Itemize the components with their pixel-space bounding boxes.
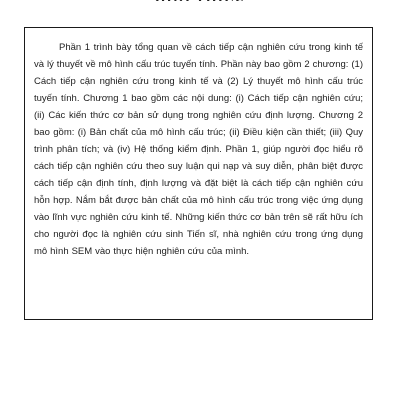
summary-paragraph: Phần 1 trình bày tổng quan về cách tiếp cận nghiên cứu trong kinh tế và lý thuyết về mô hình cấu trúc tuyến tính. Phần này bao gồm 2 chương: (1) Cách tiếp cận nghiên cứu trong kinh tế và (2) Lý thuyết mô hình cấu trúc tuyến tính. Chương 1 bao gồm các nội dung: (i) Cách tiếp cận nghiên cứu; (ii) Các kiến thức cơ bản sử dụng trong nghiên cứu định lượng. Chương 2 bao gồm: (i) Bản chất của mô hình cấu trúc; (ii) Điều kiện cần thiết; (iii) Quy trình phân tích; và (iv) Hệ thống kiểm định. Phần 1, giúp người đọc hiểu rõ cách tiếp cận nghiên cứu theo suy luận qui nạp và suy diễn, phân biệt được cách tiếp cận định tính, định lượng và đặt biệt là cách tiếp cận nghiên cứu hỗn hợp. Nắm bắt được bản chất của mô hình cấu trúc trong việc ứng dụng vào lĩnh vực nghiên cứu kinh tế. Những kiến thức cơ bản trên sẽ rất hữu ích cho người đọc là nghiên cứu sinh Tiến sĩ, nhà nghiên cứu trong ứng dụng mô hình SEM vào thực hiện nghiên cứu của mình. [34,42,363,257]
summary-box [24,27,373,320]
page-heading-cropped [0,0,400,1]
